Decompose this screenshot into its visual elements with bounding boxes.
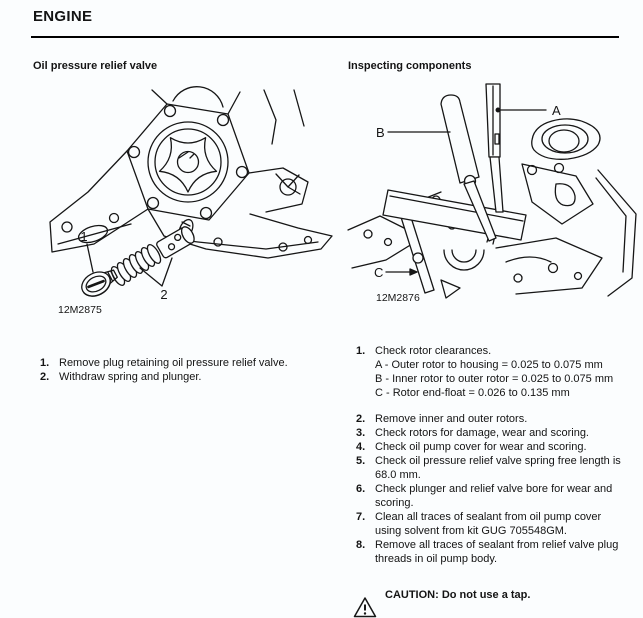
step-text: Check rotors for damage, wear and scoring. (375, 427, 589, 439)
step-number: 8. (356, 539, 366, 551)
step-row (356, 426, 624, 440)
step-number: 7. (356, 511, 366, 523)
left-step-list (40, 356, 330, 384)
oil-seal-flange (532, 119, 600, 159)
step-row (356, 344, 624, 400)
figure-code: 12M2875 (58, 304, 102, 316)
callout-c-arrowhead (410, 269, 417, 275)
straightedge (383, 190, 526, 240)
callout-1-leader (87, 244, 93, 272)
step-text: Remove plug retaining oil pressure relief valve. (59, 357, 288, 369)
step-text: Check oil pressure relief valve spring free length is 68.0 mm. (375, 455, 621, 481)
clearance-spec: B - Inner rotor to outer rotor = 0.025 to 0.075 mm (375, 373, 614, 385)
step-number: 1. (40, 357, 50, 369)
step-row (356, 538, 624, 566)
step-text: Check oil pump cover for wear and scoring. (375, 441, 587, 453)
inner-rotor (160, 138, 217, 192)
step-number: 6. (356, 483, 366, 495)
step-row (356, 412, 624, 426)
step-row (356, 510, 624, 538)
caution-text: CAUTION: Do not use a tap. (385, 589, 531, 601)
callout-2-label: 2 (160, 287, 168, 302)
outer-rotor (148, 122, 228, 202)
step-text: Clean all traces of sealant from oil pump cover using solvent from kit GUG 705548GM. (375, 511, 602, 537)
step-number: 4. (356, 441, 366, 453)
step-number: 1. (356, 345, 366, 357)
clearance-spec: C - Rotor end-float = 0.026 to 0.135 mm (375, 387, 570, 399)
clearance-spec-list (375, 358, 621, 400)
callout-a-label: A (552, 103, 561, 118)
step-number: 2. (40, 371, 50, 383)
figure-oil-pressure-relief-valve (36, 86, 336, 318)
step-row (356, 482, 624, 510)
left-column-heading: Oil pressure relief valve (33, 60, 158, 72)
title-rule (31, 36, 619, 38)
right-step-list (356, 344, 624, 566)
step-row (356, 440, 624, 454)
figure-inspecting-components (346, 82, 643, 310)
step-text: Check plunger and relief valve bore for wear and scoring. (375, 483, 613, 509)
step-text: Check rotor clearances. (375, 345, 492, 357)
callout-1-label: 1 (80, 229, 88, 244)
callout-b-label: B (376, 125, 385, 140)
step-number: 3. (356, 427, 366, 439)
relief-valve-plunger (156, 225, 197, 259)
warning-triangle-icon (353, 596, 377, 618)
step-text: Remove all traces of sealant from relief valve plug threads in oil pump body. (375, 539, 619, 565)
step-number: 5. (356, 455, 366, 467)
caution-note (348, 588, 618, 602)
step-row (40, 356, 330, 370)
step-text: Withdraw spring and plunger. (59, 371, 202, 383)
page-title: ENGINE (33, 8, 93, 25)
step-number: 2. (356, 413, 366, 425)
callout-c-label: C (374, 265, 384, 280)
step-text: Remove inner and outer rotors. (375, 413, 528, 425)
step-row (40, 370, 330, 384)
step-row (356, 454, 624, 482)
bracket-plate (522, 164, 593, 225)
clearance-spec: A - Outer rotor to housing = 0.025 to 0.075 mm (375, 359, 603, 371)
figure-code: 12M2876 (376, 292, 420, 304)
right-column-heading: Inspecting components (348, 60, 472, 72)
feeler-gauge-a (486, 84, 503, 212)
